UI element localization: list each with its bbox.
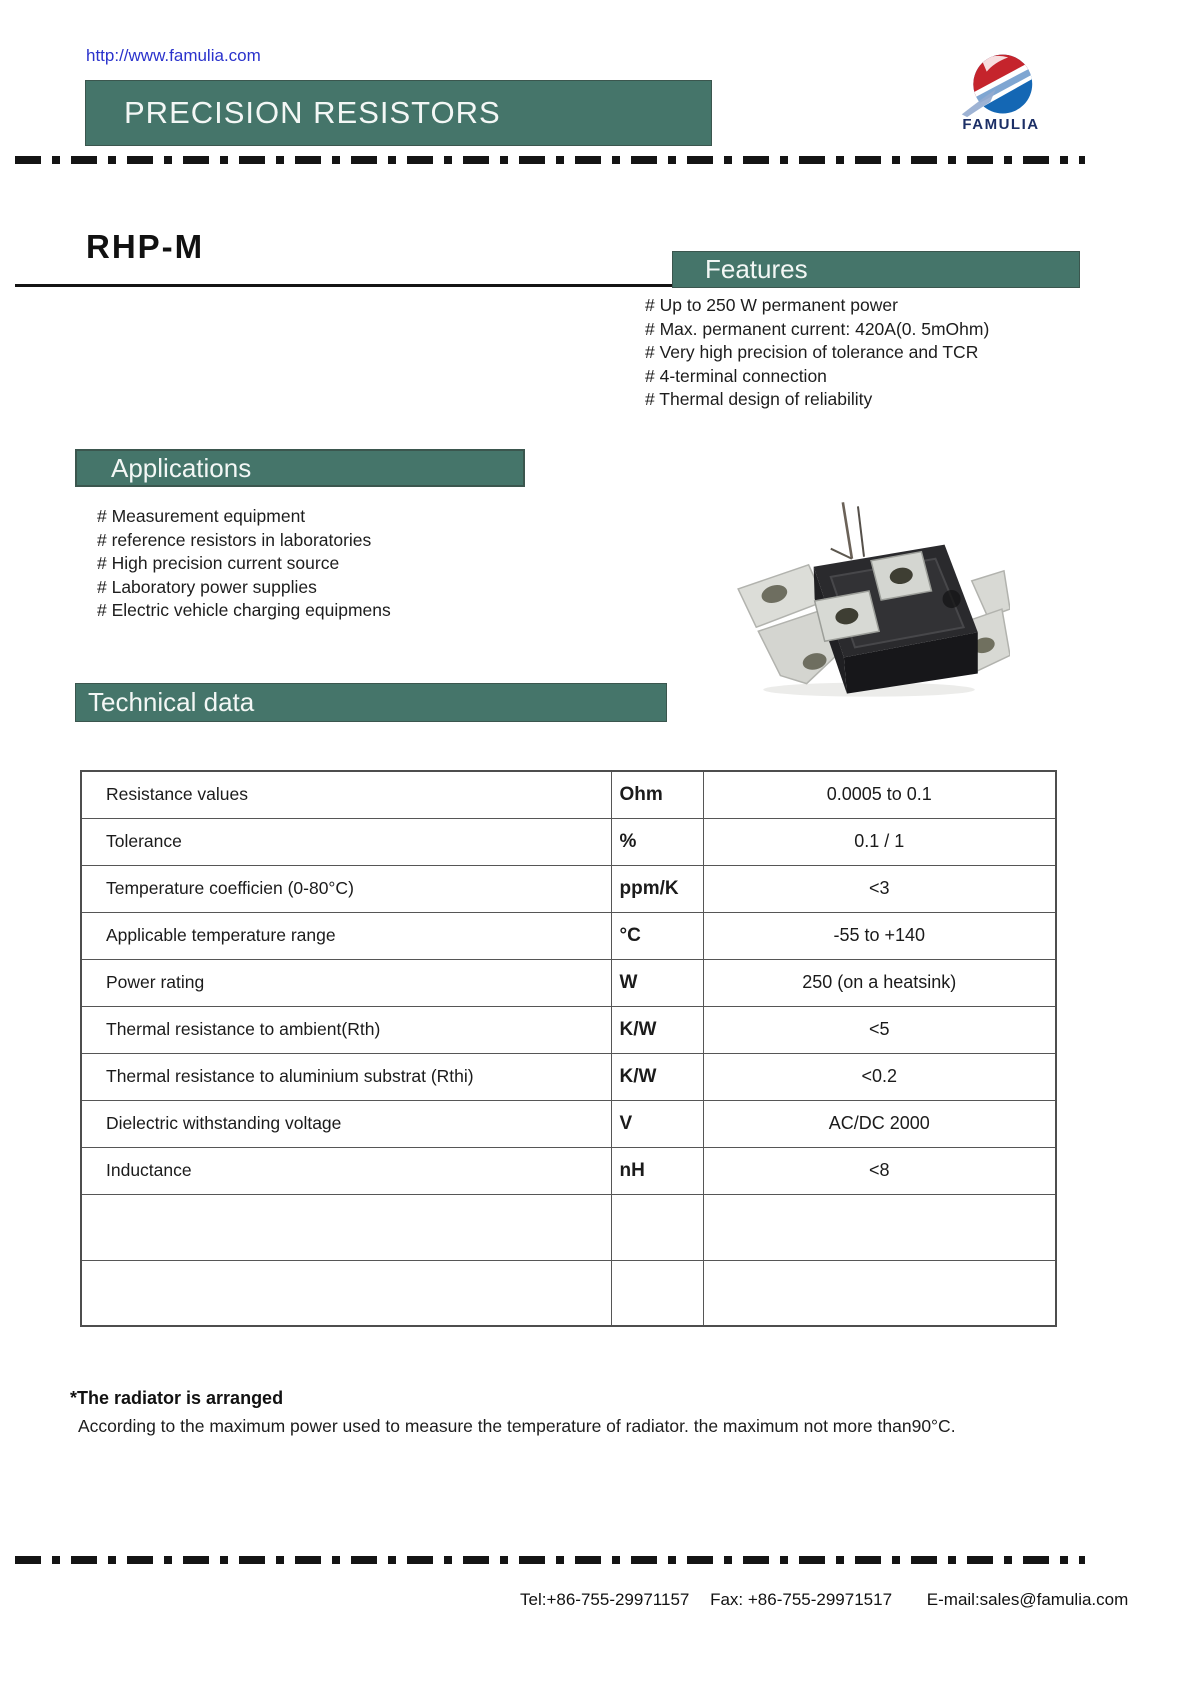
cell-unit: W <box>611 959 703 1006</box>
cell-unit: V <box>611 1100 703 1147</box>
email-text: E-mail:sales@famulia.com <box>926 1590 1129 1609</box>
features-title: Features <box>705 254 808 284</box>
cell-parameter <box>81 1194 611 1260</box>
application-item: # Electric vehicle charging equipmens <box>97 600 391 620</box>
cell-value: 250 (on a heatsink) <box>703 959 1056 1006</box>
table-row <box>81 865 1056 912</box>
table-row <box>81 1194 1056 1260</box>
product-model: RHP-M <box>86 228 205 265</box>
features-section-header <box>672 251 1080 288</box>
cell-value: AC/DC 2000 <box>703 1100 1056 1147</box>
cell-parameter <box>81 1260 611 1326</box>
table-row <box>81 771 1056 818</box>
cell-value: <0.2 <box>703 1053 1056 1100</box>
feature-item: # Thermal design of reliability <box>645 389 873 409</box>
cell-value <box>703 1194 1056 1260</box>
cell-parameter: Dielectric withstanding voltage <box>81 1100 611 1147</box>
contact-footer <box>520 1590 1128 1610</box>
table-row <box>81 1260 1056 1326</box>
table-row <box>81 1053 1056 1100</box>
cell-parameter: Power rating <box>81 959 611 1006</box>
fax-text: Fax: +86-755-29971517 <box>710 1590 893 1609</box>
page-title: PRECISION RESISTORS <box>124 95 501 130</box>
footnote-heading: *The radiator is arranged <box>70 1388 284 1408</box>
cell-parameter: Tolerance <box>81 818 611 865</box>
cell-unit <box>611 1194 703 1260</box>
cell-value <box>703 1260 1056 1326</box>
application-item: # Measurement equipment <box>97 506 306 526</box>
cell-parameter: Thermal resistance to ambient(Rth) <box>81 1006 611 1053</box>
cell-parameter: Applicable temperature range <box>81 912 611 959</box>
feature-item: # 4-terminal connection <box>645 365 827 386</box>
table-row <box>81 912 1056 959</box>
cell-unit: ppm/K <box>611 865 703 912</box>
cell-unit: nH <box>611 1147 703 1194</box>
brand-name: FAMULIA <box>962 116 1040 133</box>
table-row <box>81 1147 1056 1194</box>
cell-value: <8 <box>703 1147 1056 1194</box>
cell-unit: °C <box>611 912 703 959</box>
product-photo <box>718 496 1010 698</box>
application-item: # Laboratory power supplies <box>97 576 317 597</box>
cell-parameter: Inductance <box>81 1147 611 1194</box>
feature-item: # Max. permanent current: 420A(0. 5mOhm) <box>645 318 990 339</box>
applications-section-header <box>75 449 525 487</box>
tel-text: Tel:+86-755-29971157 <box>520 1590 690 1609</box>
technical-data-table <box>80 770 1057 1327</box>
cell-value: 0.1 / 1 <box>703 818 1056 865</box>
top-divider <box>15 156 1085 164</box>
cell-parameter: Resistance values <box>81 771 611 818</box>
cell-value: 0.0005 to 0.1 <box>703 771 1056 818</box>
application-item: # reference resistors in laboratories <box>97 529 372 550</box>
feature-item: # Up to 250 W permanent power <box>645 295 898 315</box>
cell-value: <5 <box>703 1006 1056 1053</box>
model-underline <box>15 284 673 287</box>
table-row <box>81 818 1056 865</box>
applications-list <box>97 505 391 623</box>
cell-parameter: Thermal resistance to aluminium substrat (Rthi) <box>81 1053 611 1100</box>
features-list <box>645 294 989 412</box>
cell-unit: K/W <box>611 1006 703 1053</box>
feature-item: # Very high precision of tolerance and TCR <box>645 342 979 362</box>
table-row <box>81 1006 1056 1053</box>
application-item: # High precision current source <box>97 553 340 573</box>
technical-section-header <box>75 683 667 722</box>
cell-unit: K/W <box>611 1053 703 1100</box>
technical-title: Technical data <box>88 687 255 717</box>
table-row <box>81 959 1056 1006</box>
cell-parameter: Temperature coefficien (0-80°C) <box>81 865 611 912</box>
cell-unit <box>611 1260 703 1326</box>
cell-unit: % <box>611 818 703 865</box>
footnote-body: According to the maximum power used to measure the temperature of radiator. the maximum not more than90°C. <box>78 1416 956 1436</box>
famulia-logo-icon <box>956 52 1046 118</box>
technical-table-body <box>81 771 1056 1326</box>
website-link[interactable]: http://www.famulia.com <box>86 46 261 65</box>
page-title-bar <box>85 80 712 146</box>
bottom-divider <box>15 1556 1085 1564</box>
cell-value: -55 to +140 <box>703 912 1056 959</box>
cell-value: <3 <box>703 865 1056 912</box>
applications-title: Applications <box>111 452 252 483</box>
table-row <box>81 1100 1056 1147</box>
cell-unit: Ohm <box>611 771 703 818</box>
